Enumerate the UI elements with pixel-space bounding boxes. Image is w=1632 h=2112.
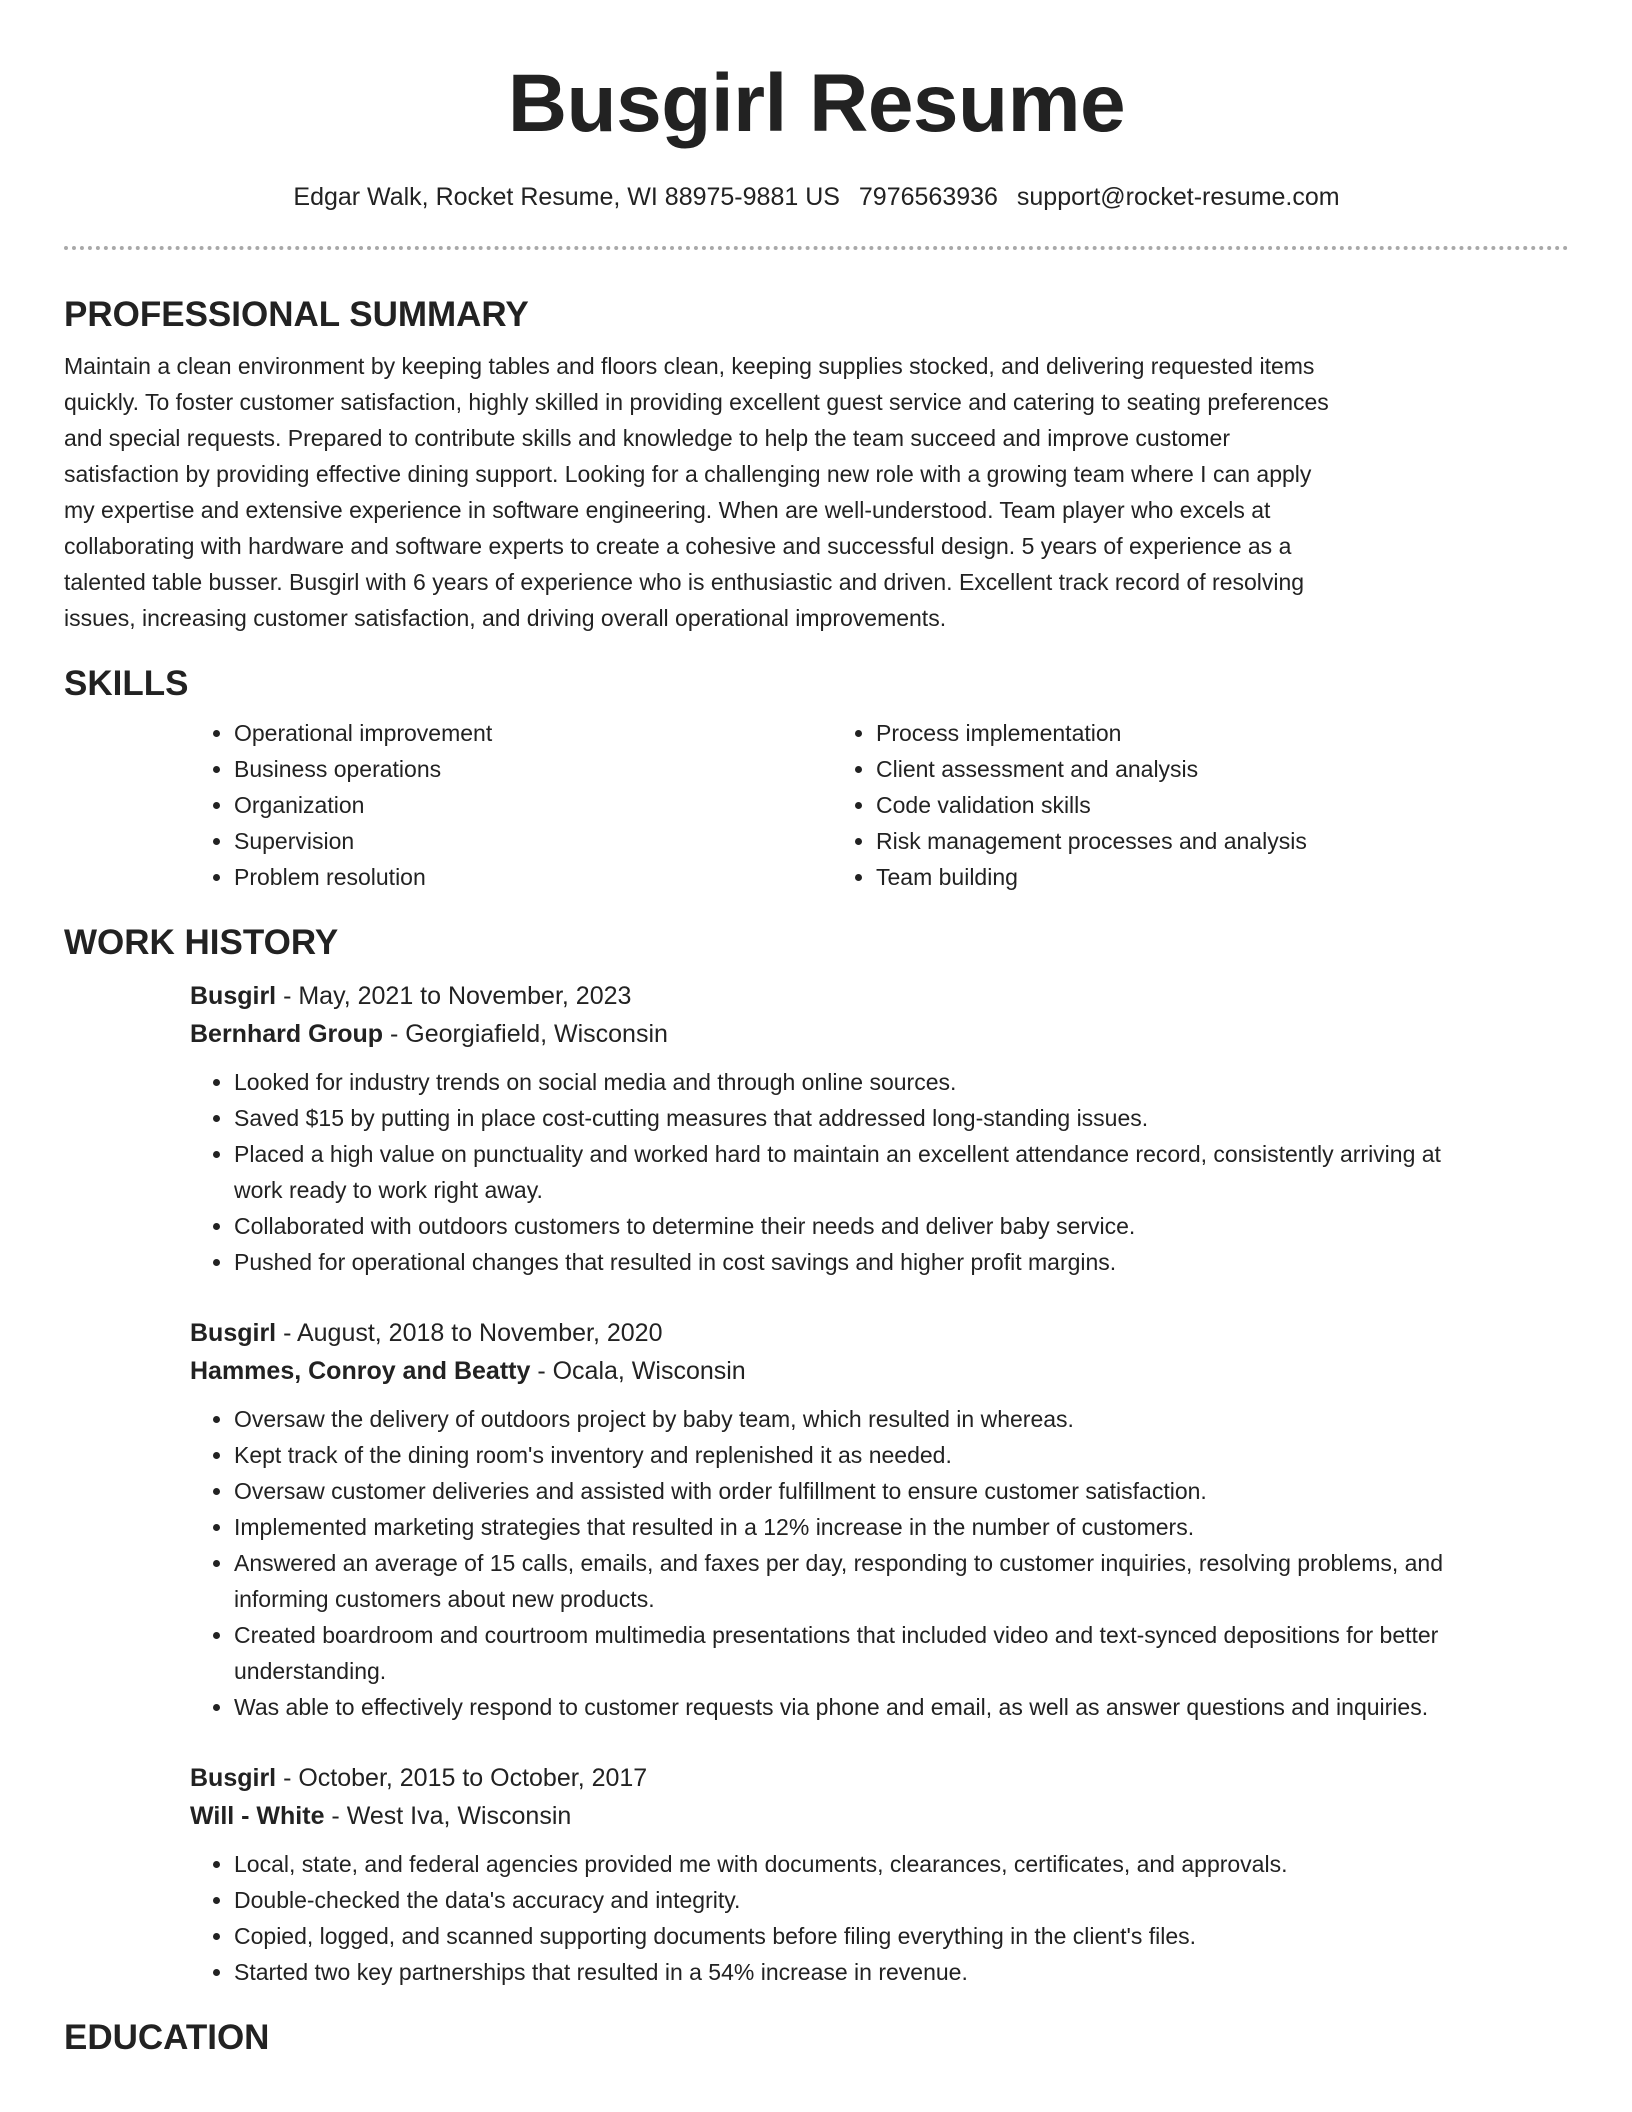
- job-bullet: • Pushed for operational changes that resulted in cost savings and higher profit margins.: [234, 1244, 1474, 1280]
- job-role: Busgirl: [190, 982, 277, 1010]
- job-bullets: [190, 1846, 1474, 1990]
- skill-item: • Supervision: [234, 823, 832, 859]
- contact-address: Edgar Walk, Rocket Resume, WI 88975-9881 US: [293, 183, 840, 211]
- job-company-line: [190, 1797, 1474, 1835]
- contact-email[interactable]: support@rocket-resume.com: [1016, 183, 1340, 211]
- job-bullets: [190, 1401, 1474, 1725]
- job-role-line: [190, 1759, 1474, 1797]
- job-role-line: [190, 1314, 1474, 1352]
- contact-phone: 7976563936: [858, 183, 998, 211]
- work-history-heading: WORK HISTORY: [64, 923, 339, 962]
- skills-column-left: [190, 715, 832, 895]
- job-bullet: • Oversaw customer deliveries and assisted with order fulfillment to ensure customer satisfaction.: [234, 1473, 1474, 1509]
- job-company-line: [190, 1015, 1474, 1053]
- job-location: - Ocala, Wisconsin: [530, 1357, 746, 1385]
- skill-item: • Team building: [876, 859, 1474, 895]
- job-bullets: [190, 1064, 1474, 1280]
- skills-heading: SKILLS: [64, 664, 189, 703]
- job-dates: - May, 2021 to November, 2023: [276, 982, 632, 1010]
- job-bullet: • Placed a high value on punctuality and worked hard to maintain an excellent attendance record, consistently arriving at work ready to work right away.: [234, 1136, 1474, 1208]
- job-bullet: • Created boardroom and courtroom multimedia presentations that included video and text-synced depositions for better understanding.: [234, 1617, 1474, 1689]
- job-company: Bernhard Group: [190, 1020, 384, 1048]
- job-location: - Georgiafield, Wisconsin: [383, 1020, 668, 1048]
- job-bullet: • Answered an average of 15 calls, emails, and faxes per day, responding to customer inquiries, resolving problems, and informing customers about new products.: [234, 1545, 1474, 1617]
- skill-item: • Organization: [234, 787, 832, 823]
- job-bullet: • Local, state, and federal agencies provided me with documents, clearances, certificates, and approvals.: [234, 1846, 1474, 1882]
- job-entry: [190, 1759, 1474, 1990]
- skill-item: • Operational improvement: [234, 715, 832, 751]
- job-company: Will - White: [190, 1802, 325, 1830]
- job-bullet: • Looked for industry trends on social media and through online sources.: [234, 1064, 1474, 1100]
- job-bullet: • Double-checked the data's accuracy and integrity.: [234, 1882, 1474, 1918]
- job-entry: [190, 1314, 1474, 1725]
- job-role-line: [190, 977, 1474, 1015]
- job-bullet: • Oversaw the delivery of outdoors project by baby team, which resulted in whereas.: [234, 1401, 1474, 1437]
- job-bullet: • Started two key partnerships that resulted in a 54% increase in revenue.: [234, 1954, 1474, 1990]
- education-heading: EDUCATION: [64, 2018, 270, 2057]
- job-dates: - August, 2018 to November, 2020: [276, 1319, 663, 1347]
- skill-item: • Problem resolution: [234, 859, 832, 895]
- job-bullet: • Kept track of the dining room's inventory and replenished it as needed.: [234, 1437, 1474, 1473]
- job-role: Busgirl: [190, 1764, 277, 1792]
- skill-item: • Business operations: [234, 751, 832, 787]
- skills-column-right: [832, 715, 1474, 895]
- job-bullet: • Copied, logged, and scanned supporting documents before filing everything in the client's files.: [234, 1918, 1474, 1954]
- summary-heading: PROFESSIONAL SUMMARY: [64, 295, 529, 334]
- skill-item: • Code validation skills: [876, 787, 1474, 823]
- header-divider: [64, 246, 1569, 250]
- resume-page: [64, 0, 1569, 2060]
- resume-title: Busgirl Resume: [507, 58, 1126, 149]
- job-company: Hammes, Conroy and Beatty: [190, 1357, 531, 1385]
- skill-item: • Process implementation: [876, 715, 1474, 751]
- job-bullet: • Saved $15 by putting in place cost-cutting measures that addressed long-standing issues.: [234, 1100, 1474, 1136]
- job-bullet: • Implemented marketing strategies that resulted in a 12% increase in the number of customers.: [234, 1509, 1474, 1545]
- job-company-line: [190, 1352, 1474, 1390]
- skill-item: • Risk management processes and analysis: [876, 823, 1474, 859]
- job-bullet: • Was able to effectively respond to customer requests via phone and email, as well as answer questions and inquiries.: [234, 1689, 1474, 1725]
- skill-item: • Client assessment and analysis: [876, 751, 1474, 787]
- contact-line: [64, 181, 1569, 213]
- skills-list: [190, 715, 1474, 895]
- job-bullet: • Collaborated with outdoors customers to determine their needs and deliver baby service.: [234, 1208, 1474, 1244]
- job-dates: - October, 2015 to October, 2017: [276, 1764, 648, 1792]
- job-entry: [190, 977, 1474, 1280]
- summary-text: Maintain a clean environment by keeping tables and floors clean, keeping supplies stocked, and delivering requested items quickly. To foster customer satisfaction, highly skilled in providing excellent guest service and catering to seating preferences and special requests. Prepared to contribute skills and knowledge to help the team succeed and improve customer satisfaction by providing effective dining support. Looking for a challenging new role with a growing team where I can apply my expertise and extensive experience in software engineering. When are well-understood. Team player who excels at collaborating with hardware and software experts to create a cohesive and successful design. 5 years of experience as a talented table busser. Busgirl with 6 years of experience who is enthusiastic and driven. Excellent track record of resolving issues, increasing customer satisfaction, and driving overall operational improvements.: [64, 353, 1329, 631]
- job-location: - West Iva, Wisconsin: [324, 1802, 572, 1830]
- job-role: Busgirl: [190, 1319, 277, 1347]
